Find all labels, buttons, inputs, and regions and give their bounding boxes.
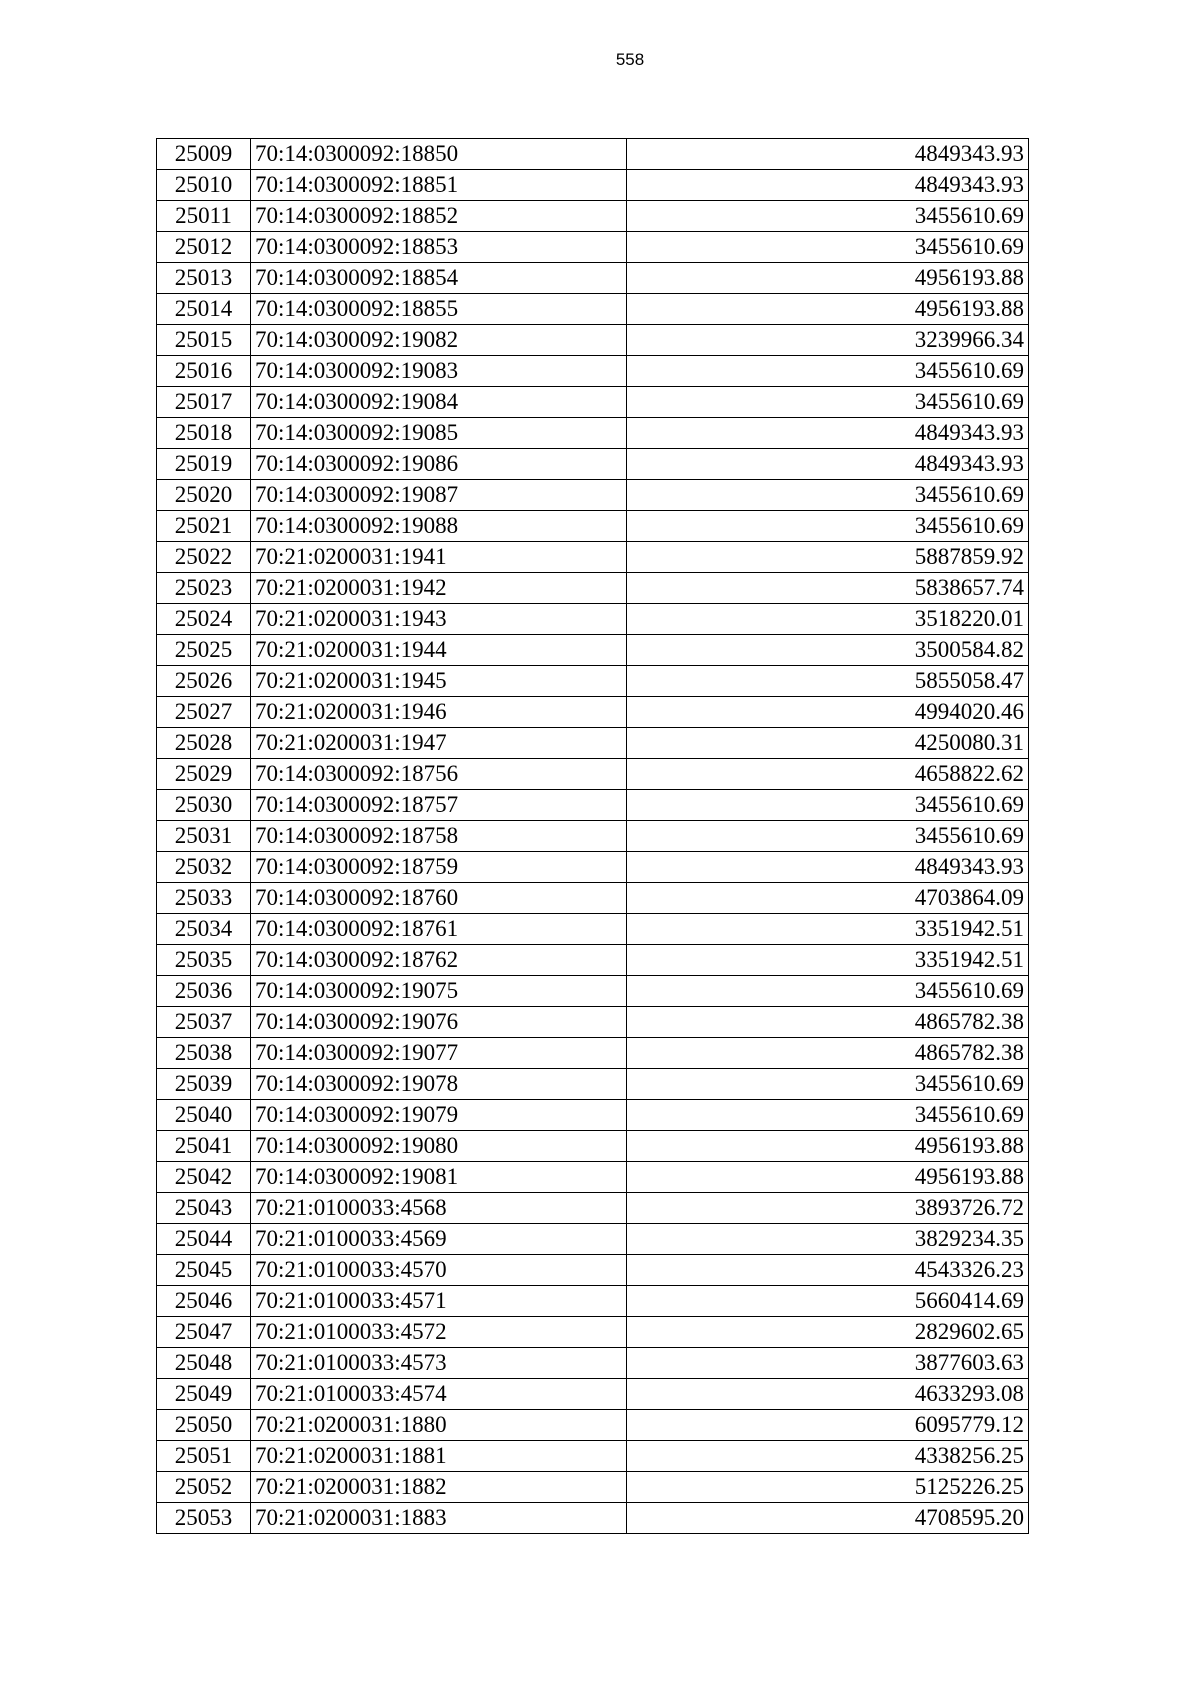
table-row — [157, 852, 1029, 883]
table-row — [157, 1255, 1029, 1286]
cadastral-number-cell: 70:14:0300092:19083 — [251, 356, 627, 387]
page-number: 558 — [615, 50, 645, 69]
table-row — [157, 604, 1029, 635]
table-row — [157, 170, 1029, 201]
row-number-cell: 25029 — [157, 759, 251, 790]
cadastral-value-cell: 5660414.69 — [627, 1286, 1029, 1317]
cadastral-number-cell: 70:14:0300092:18851 — [251, 170, 627, 201]
cadastral-value-cell: 4956193.88 — [627, 294, 1029, 325]
cadastral-value-cell: 3877603.63 — [627, 1348, 1029, 1379]
table-row — [157, 1348, 1029, 1379]
cadastral-number-cell: 70:21:0100033:4572 — [251, 1317, 627, 1348]
cadastral-number-cell: 70:14:0300092:19081 — [251, 1162, 627, 1193]
row-number-cell: 25034 — [157, 914, 251, 945]
cadastral-value-cell: 4956193.88 — [627, 1162, 1029, 1193]
cadastral-number-cell: 70:14:0300092:19084 — [251, 387, 627, 418]
cadastral-value-table — [156, 138, 1029, 1534]
table-row — [157, 1472, 1029, 1503]
row-number-cell: 25043 — [157, 1193, 251, 1224]
cadastral-number-cell: 70:21:0200031:1941 — [251, 542, 627, 573]
cadastral-value-cell: 3455610.69 — [627, 201, 1029, 232]
row-number-cell: 25035 — [157, 945, 251, 976]
table-row — [157, 1100, 1029, 1131]
cadastral-value-cell: 4849343.93 — [627, 852, 1029, 883]
cadastral-value-cell: 5887859.92 — [627, 542, 1029, 573]
cadastral-value-cell: 3829234.35 — [627, 1224, 1029, 1255]
cadastral-number-cell: 70:21:0200031:1882 — [251, 1472, 627, 1503]
row-number-cell: 25051 — [157, 1441, 251, 1472]
table-row — [157, 1224, 1029, 1255]
table-row — [157, 1441, 1029, 1472]
cadastral-number-cell: 70:14:0300092:19079 — [251, 1100, 627, 1131]
cadastral-value-cell: 4849343.93 — [627, 170, 1029, 201]
row-number-cell: 25025 — [157, 635, 251, 666]
cadastral-value-cell: 4994020.46 — [627, 697, 1029, 728]
row-number-cell: 25014 — [157, 294, 251, 325]
cadastral-number-cell: 70:14:0300092:18757 — [251, 790, 627, 821]
cadastral-number-cell: 70:14:0300092:18761 — [251, 914, 627, 945]
cadastral-number-cell: 70:14:0300092:19077 — [251, 1038, 627, 1069]
cadastral-number-cell: 70:21:0100033:4569 — [251, 1224, 627, 1255]
cadastral-value-cell: 4338256.25 — [627, 1441, 1029, 1472]
table-row — [157, 1503, 1029, 1534]
table-row — [157, 1410, 1029, 1441]
table-row — [157, 511, 1029, 542]
cadastral-value-cell: 3455610.69 — [627, 1069, 1029, 1100]
cadastral-value-cell: 4849343.93 — [627, 449, 1029, 480]
row-number-cell: 25020 — [157, 480, 251, 511]
cadastral-value-cell: 4849343.93 — [627, 139, 1029, 170]
row-number-cell: 25011 — [157, 201, 251, 232]
table-row — [157, 1131, 1029, 1162]
table-row — [157, 356, 1029, 387]
row-number-cell: 25047 — [157, 1317, 251, 1348]
table-row — [157, 542, 1029, 573]
row-number-cell: 25016 — [157, 356, 251, 387]
cadastral-number-cell: 70:21:0100033:4573 — [251, 1348, 627, 1379]
row-number-cell: 25048 — [157, 1348, 251, 1379]
table-row — [157, 790, 1029, 821]
row-number-cell: 25031 — [157, 821, 251, 852]
cadastral-number-cell: 70:14:0300092:19087 — [251, 480, 627, 511]
cadastral-value-cell: 4708595.20 — [627, 1503, 1029, 1534]
cadastral-value-cell: 3455610.69 — [627, 480, 1029, 511]
cadastral-number-cell: 70:14:0300092:18854 — [251, 263, 627, 294]
table-row — [157, 1286, 1029, 1317]
cadastral-number-cell: 70:21:0200031:1942 — [251, 573, 627, 604]
cadastral-value-cell: 3893726.72 — [627, 1193, 1029, 1224]
cadastral-number-cell: 70:14:0300092:19085 — [251, 418, 627, 449]
table-row — [157, 1069, 1029, 1100]
row-number-cell: 25033 — [157, 883, 251, 914]
row-number-cell: 25036 — [157, 976, 251, 1007]
cadastral-value-cell: 4865782.38 — [627, 1038, 1029, 1069]
table-row — [157, 945, 1029, 976]
cadastral-number-cell: 70:14:0300092:18855 — [251, 294, 627, 325]
cadastral-value-cell: 5838657.74 — [627, 573, 1029, 604]
table-row — [157, 418, 1029, 449]
cadastral-value-cell: 3500584.82 — [627, 635, 1029, 666]
row-number-cell: 25024 — [157, 604, 251, 635]
table-row — [157, 1379, 1029, 1410]
row-number-cell: 25049 — [157, 1379, 251, 1410]
cadastral-value-cell: 3455610.69 — [627, 790, 1029, 821]
cadastral-value-cell: 3239966.34 — [627, 325, 1029, 356]
cadastral-value-cell: 3351942.51 — [627, 945, 1029, 976]
cadastral-number-cell: 70:21:0100033:4571 — [251, 1286, 627, 1317]
row-number-cell: 25038 — [157, 1038, 251, 1069]
row-number-cell: 25015 — [157, 325, 251, 356]
cadastral-number-cell: 70:14:0300092:18760 — [251, 883, 627, 914]
table-row — [157, 1007, 1029, 1038]
table-row — [157, 480, 1029, 511]
cadastral-number-cell: 70:21:0200031:1944 — [251, 635, 627, 666]
table-row — [157, 139, 1029, 170]
cadastral-number-cell: 70:21:0100033:4570 — [251, 1255, 627, 1286]
table-body — [157, 139, 1029, 1534]
table-row — [157, 759, 1029, 790]
row-number-cell: 25044 — [157, 1224, 251, 1255]
cadastral-value-cell: 3455610.69 — [627, 976, 1029, 1007]
table-row — [157, 1162, 1029, 1193]
cadastral-value-cell: 2829602.65 — [627, 1317, 1029, 1348]
table-row — [157, 449, 1029, 480]
row-number-cell: 25028 — [157, 728, 251, 759]
cadastral-value-cell: 6095779.12 — [627, 1410, 1029, 1441]
cadastral-number-cell: 70:21:0200031:1883 — [251, 1503, 627, 1534]
cadastral-value-cell: 4658822.62 — [627, 759, 1029, 790]
row-number-cell: 25013 — [157, 263, 251, 294]
cadastral-value-cell: 4250080.31 — [627, 728, 1029, 759]
table-row — [157, 263, 1029, 294]
cadastral-number-cell: 70:21:0200031:1881 — [251, 1441, 627, 1472]
cadastral-value-cell: 4703864.09 — [627, 883, 1029, 914]
cadastral-value-cell: 3455610.69 — [627, 1100, 1029, 1131]
cadastral-value-cell: 3455610.69 — [627, 511, 1029, 542]
table-row — [157, 232, 1029, 263]
cadastral-number-cell: 70:21:0200031:1943 — [251, 604, 627, 635]
row-number-cell: 25027 — [157, 697, 251, 728]
row-number-cell: 25041 — [157, 1131, 251, 1162]
row-number-cell: 25023 — [157, 573, 251, 604]
cadastral-value-cell: 3455610.69 — [627, 821, 1029, 852]
cadastral-number-cell: 70:14:0300092:19080 — [251, 1131, 627, 1162]
table-row — [157, 728, 1029, 759]
cadastral-number-cell: 70:14:0300092:19076 — [251, 1007, 627, 1038]
table-row — [157, 201, 1029, 232]
cadastral-number-cell: 70:14:0300092:18758 — [251, 821, 627, 852]
table-row — [157, 1317, 1029, 1348]
cadastral-number-cell: 70:21:0100033:4574 — [251, 1379, 627, 1410]
row-number-cell: 25030 — [157, 790, 251, 821]
row-number-cell: 25045 — [157, 1255, 251, 1286]
cadastral-value-cell: 3351942.51 — [627, 914, 1029, 945]
cadastral-number-cell: 70:14:0300092:19078 — [251, 1069, 627, 1100]
row-number-cell: 25021 — [157, 511, 251, 542]
row-number-cell: 25040 — [157, 1100, 251, 1131]
cadastral-number-cell: 70:21:0100033:4568 — [251, 1193, 627, 1224]
cadastral-number-cell: 70:14:0300092:19082 — [251, 325, 627, 356]
row-number-cell: 25052 — [157, 1472, 251, 1503]
cadastral-number-cell: 70:21:0200031:1880 — [251, 1410, 627, 1441]
cadastral-value-cell: 5855058.47 — [627, 666, 1029, 697]
row-number-cell: 25019 — [157, 449, 251, 480]
cadastral-number-cell: 70:14:0300092:18853 — [251, 232, 627, 263]
row-number-cell: 25010 — [157, 170, 251, 201]
table-row — [157, 387, 1029, 418]
row-number-cell: 25026 — [157, 666, 251, 697]
table-row — [157, 325, 1029, 356]
row-number-cell: 25042 — [157, 1162, 251, 1193]
table-row — [157, 666, 1029, 697]
cadastral-number-cell: 70:21:0200031:1945 — [251, 666, 627, 697]
row-number-cell: 25050 — [157, 1410, 251, 1441]
table-row — [157, 294, 1029, 325]
cadastral-number-cell: 70:14:0300092:18762 — [251, 945, 627, 976]
table-row — [157, 697, 1029, 728]
cadastral-number-cell: 70:14:0300092:18850 — [251, 139, 627, 170]
row-number-cell: 25053 — [157, 1503, 251, 1534]
row-number-cell: 25012 — [157, 232, 251, 263]
cadastral-value-cell: 3455610.69 — [627, 232, 1029, 263]
cadastral-value-cell: 4633293.08 — [627, 1379, 1029, 1410]
cadastral-number-cell: 70:14:0300092:18852 — [251, 201, 627, 232]
cadastral-number-cell: 70:14:0300092:18759 — [251, 852, 627, 883]
table-row — [157, 573, 1029, 604]
row-number-cell: 25039 — [157, 1069, 251, 1100]
table-row — [157, 1193, 1029, 1224]
row-number-cell: 25032 — [157, 852, 251, 883]
table-row — [157, 821, 1029, 852]
cadastral-value-cell: 4865782.38 — [627, 1007, 1029, 1038]
row-number-cell: 25017 — [157, 387, 251, 418]
cadastral-value-cell: 4849343.93 — [627, 418, 1029, 449]
cadastral-value-cell: 3455610.69 — [627, 356, 1029, 387]
row-number-cell: 25018 — [157, 418, 251, 449]
table-row — [157, 914, 1029, 945]
table-row — [157, 1038, 1029, 1069]
cadastral-value-cell: 4956193.88 — [627, 1131, 1029, 1162]
cadastral-value-cell: 5125226.25 — [627, 1472, 1029, 1503]
row-number-cell: 25009 — [157, 139, 251, 170]
cadastral-value-cell: 3518220.01 — [627, 604, 1029, 635]
row-number-cell: 25037 — [157, 1007, 251, 1038]
cadastral-number-cell: 70:21:0200031:1947 — [251, 728, 627, 759]
cadastral-value-cell: 4956193.88 — [627, 263, 1029, 294]
table-row — [157, 883, 1029, 914]
table-row — [157, 635, 1029, 666]
table-row — [157, 976, 1029, 1007]
cadastral-value-cell: 4543326.23 — [627, 1255, 1029, 1286]
cadastral-number-cell: 70:14:0300092:18756 — [251, 759, 627, 790]
cadastral-number-cell: 70:14:0300092:19086 — [251, 449, 627, 480]
cadastral-number-cell: 70:14:0300092:19075 — [251, 976, 627, 1007]
cadastral-value-cell: 3455610.69 — [627, 387, 1029, 418]
cadastral-number-cell: 70:21:0200031:1946 — [251, 697, 627, 728]
row-number-cell: 25046 — [157, 1286, 251, 1317]
row-number-cell: 25022 — [157, 542, 251, 573]
cadastral-number-cell: 70:14:0300092:19088 — [251, 511, 627, 542]
